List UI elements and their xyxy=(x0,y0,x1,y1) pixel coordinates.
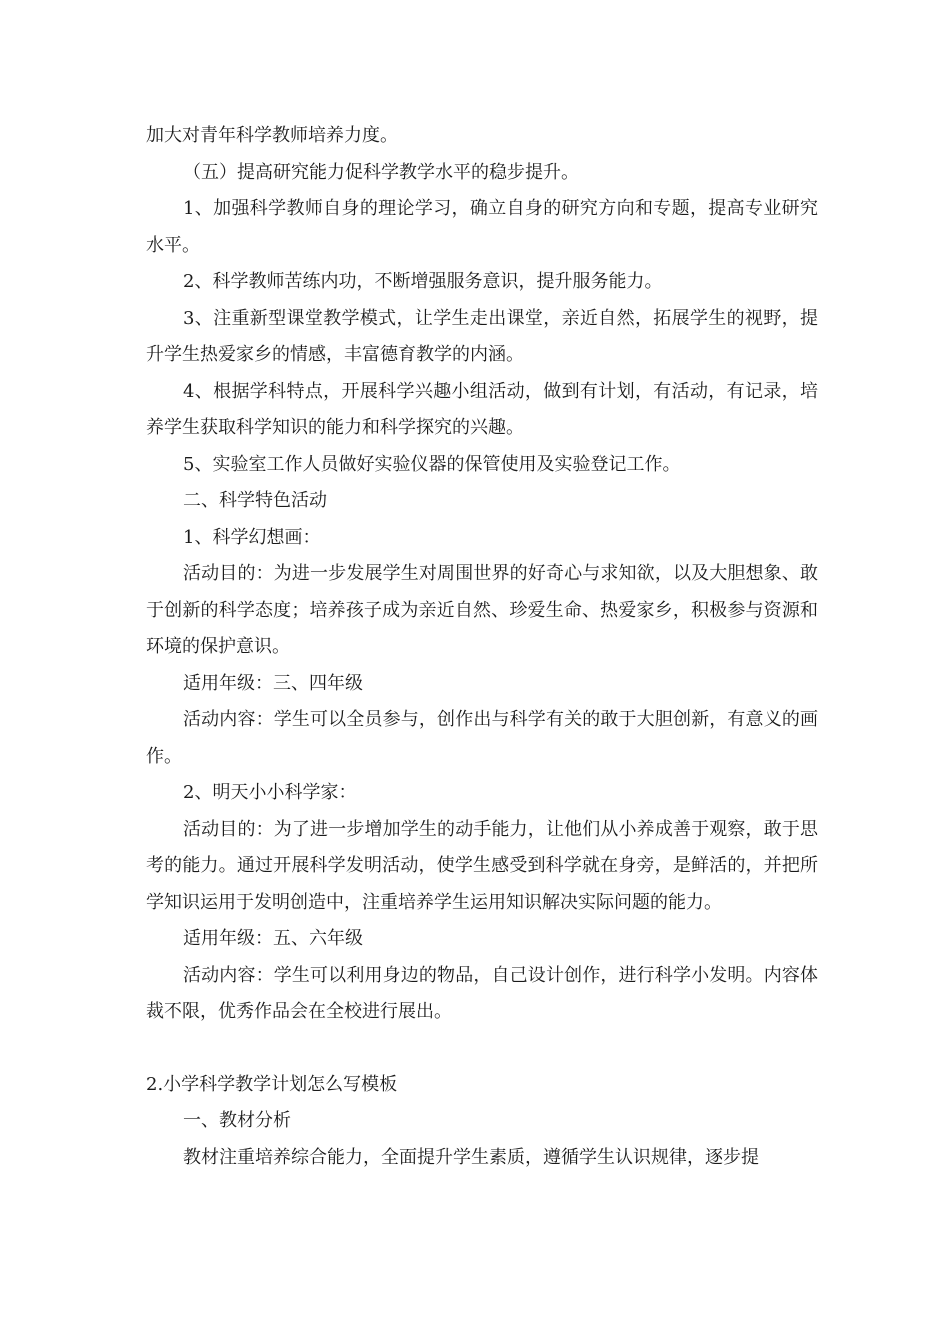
paragraph: 活动内容：学生可以全员参与，创作出与科学有关的敢于大胆创新，有意义的画作。 xyxy=(146,709,818,767)
list-item: 5、实验室工作人员做好实验仪器的保管使用及实验登记工作。 xyxy=(183,453,681,475)
section-heading: 二、科学特色活动 xyxy=(183,490,327,511)
list-item: 3、注重新型课堂教学模式，让学生走出课堂，亲近自然，拓展学生的视野，提升学生热爱家乡的情感，丰富德育教学的内涵。 xyxy=(146,307,818,365)
list-item: 1、加强科学教师自身的理论学习，确立自身的研究方向和专题，提高专业研究水平。 xyxy=(146,198,818,256)
paragraph: 活动目的：为进一步发展学生对周围世界的好奇心与求知欲，以及大胆想象、敢于创新的科学态度；培养孩子成为亲近自然、珍爱生命、热爱家乡，积极参与资源和环境的保护意识。 xyxy=(146,563,818,657)
paragraph: 加大对青年科学教师培养力度。 xyxy=(146,125,398,146)
paragraph: 适用年级：五、六年级 xyxy=(183,928,363,949)
activity-title: 1、科学幻想画： xyxy=(183,526,321,548)
list-item: 4、根据学科特点，开展科学兴趣小组活动，做到有计划，有活动，有记录，培养学生获取科学知识的能力和科学探究的兴趣。 xyxy=(146,380,818,438)
section-heading: 一、教材分析 xyxy=(183,1110,291,1131)
list-item: 2、科学教师苦练内功，不断增强服务意识，提升服务能力。 xyxy=(183,271,663,292)
document-title: 2.小学科学教学计划怎么写模板 xyxy=(146,1073,398,1095)
section-heading: （五）提高研究能力促科学教学水平的稳步提升。 xyxy=(183,161,579,183)
paragraph: 教材注重培养综合能力，全面提升学生素质，遵循学生认识规律，逐步提 xyxy=(183,1146,759,1168)
paragraph: 活动目的：为了进一步增加学生的动手能力，让他们从小养成善于观察，敢于思考的能力。通过开展科学发明活动，使学生感受到科学就在身旁，是鲜活的，并把所学知识运用于发明创造中，注重培养学生运用知识解决实际问题的能力。 xyxy=(146,818,818,913)
activity-title: 2、明天小小科学家： xyxy=(183,782,357,803)
document-body xyxy=(146,118,818,1176)
spacer xyxy=(146,1031,818,1067)
paragraph: 活动内容：学生可以利用身边的物品，自己设计创作，进行科学小发明。内容体裁不限，优秀作品会在全校进行展出。 xyxy=(146,964,818,1022)
paragraph: 适用年级：三、四年级 xyxy=(183,672,363,694)
